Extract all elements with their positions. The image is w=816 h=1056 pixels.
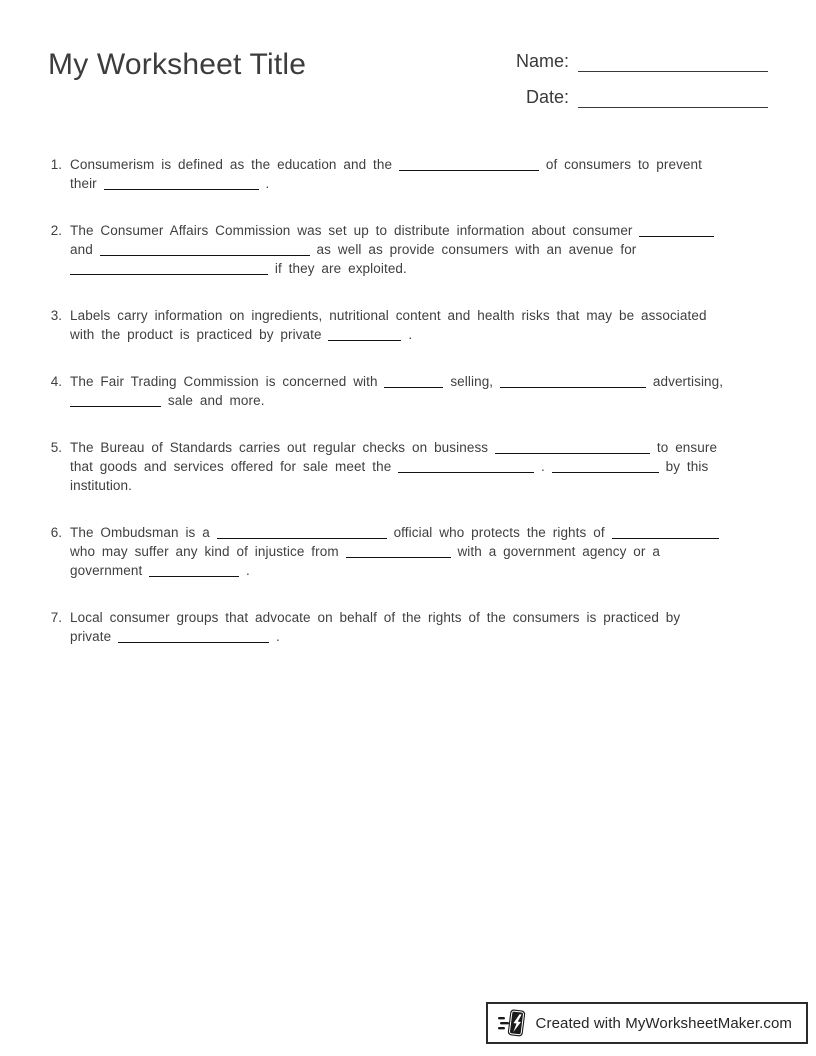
question-line [70, 561, 768, 580]
answer-blank-line [398, 461, 534, 473]
name-row [516, 50, 768, 72]
question-line [70, 438, 768, 457]
question-text: of consumers to prevent [545, 157, 702, 172]
question-text: official who protects the rights of [393, 525, 605, 540]
creator-credit-text: Created with MyWorksheetMaker.com [535, 1014, 792, 1032]
date-blank-line [578, 86, 768, 108]
name-label: Name: [515, 51, 569, 71]
question-body [70, 372, 768, 410]
question-body [70, 221, 768, 278]
question-text: Labels carry information on ingredients, nutritional content and health risks that may be associated [70, 308, 707, 323]
question-text: Local consumer groups that advocate on behalf of the rights of the consumers is practiced by [70, 610, 681, 625]
question-line [70, 542, 768, 561]
question-number: 7. [50, 610, 62, 625]
question-text: private [70, 629, 112, 644]
question-text: . [275, 629, 280, 644]
name-date-block [516, 46, 768, 122]
question-line [70, 306, 768, 325]
answer-blank-line [70, 395, 161, 407]
answer-blank-line [384, 376, 443, 388]
answer-blank-line [500, 376, 646, 388]
question-number: 2. [50, 223, 62, 238]
question-text: their [70, 176, 97, 191]
question-text: The Consumer Affairs Commission was set up to distribute information about consumer [70, 223, 633, 238]
question-text: selling, [450, 374, 494, 389]
question-item [48, 221, 768, 278]
question-text: The Fair Trading Commission is concerned with [70, 374, 378, 389]
question-text: by this [665, 459, 709, 474]
question-line [70, 627, 768, 646]
answer-blank-line [217, 527, 387, 539]
question-text: Consumerism is defined as the education and the [70, 157, 393, 172]
question-text: as well as provide consumers with an avenue for [316, 242, 637, 257]
answer-blank-line [104, 178, 259, 190]
question-line [70, 608, 768, 627]
answer-blank-line [346, 546, 451, 558]
answer-blank-line [70, 263, 268, 275]
question-line [70, 391, 768, 410]
question-text: sale and more. [167, 393, 265, 408]
question-body [70, 523, 768, 580]
answer-blank-line [100, 244, 310, 256]
question-text: . [541, 459, 545, 474]
answer-blank-line [399, 159, 539, 171]
question-number: 1. [50, 157, 62, 172]
question-text: that goods and services offered for sale meet the [70, 459, 392, 474]
question-text: with the product is practiced by private [70, 327, 322, 342]
question-item [48, 372, 768, 410]
question-text: The Bureau of Standards carries out regular checks on business [70, 440, 489, 455]
question-line [70, 155, 768, 174]
question-line [70, 259, 768, 278]
date-row [526, 86, 768, 108]
answer-blank-line [552, 461, 659, 473]
answer-blank-line [149, 565, 239, 577]
worksheetmaker-logo-icon [498, 1008, 526, 1038]
date-label: Date: [525, 87, 569, 107]
question-text: . [408, 327, 413, 342]
question-number: 6. [50, 525, 62, 540]
question-text: with a government agency or a [457, 544, 660, 559]
question-text: . [265, 176, 270, 191]
question-body [70, 306, 768, 344]
question-item [48, 523, 768, 580]
question-text: and [70, 242, 93, 257]
question-text: The Ombudsman is a [70, 525, 210, 540]
worksheet-header [0, 0, 816, 122]
question-text: to ensure [656, 440, 718, 455]
page-title: My Worksheet Title [48, 48, 307, 81]
question-body [70, 438, 768, 495]
answer-blank-line [639, 225, 714, 237]
question-text: advertising, [652, 374, 724, 389]
question-text: if they are exploited. [274, 261, 407, 276]
creator-badge [486, 1002, 808, 1044]
questions-list [0, 122, 816, 646]
question-item [48, 155, 768, 193]
question-line [70, 476, 768, 495]
question-line [70, 523, 768, 542]
question-item [48, 438, 768, 495]
answer-blank-line [118, 631, 269, 643]
question-text: government [70, 563, 143, 578]
question-line [70, 325, 768, 344]
question-number: 4. [50, 374, 62, 389]
question-line [70, 240, 768, 259]
question-number: 5. [50, 440, 62, 455]
question-item [48, 608, 768, 646]
question-body [70, 608, 768, 646]
name-blank-line [578, 50, 768, 72]
question-line [70, 457, 768, 476]
question-line [70, 372, 768, 391]
question-text: who may suffer any kind of injustice from [70, 544, 339, 559]
question-line [70, 174, 768, 193]
question-line [70, 221, 768, 240]
answer-blank-line [495, 442, 650, 454]
question-item [48, 306, 768, 344]
question-text: institution. [70, 478, 132, 493]
question-body [70, 155, 768, 193]
question-number: 3. [50, 308, 62, 323]
question-text: . [246, 563, 250, 578]
answer-blank-line [612, 527, 719, 539]
answer-blank-line [328, 329, 401, 341]
